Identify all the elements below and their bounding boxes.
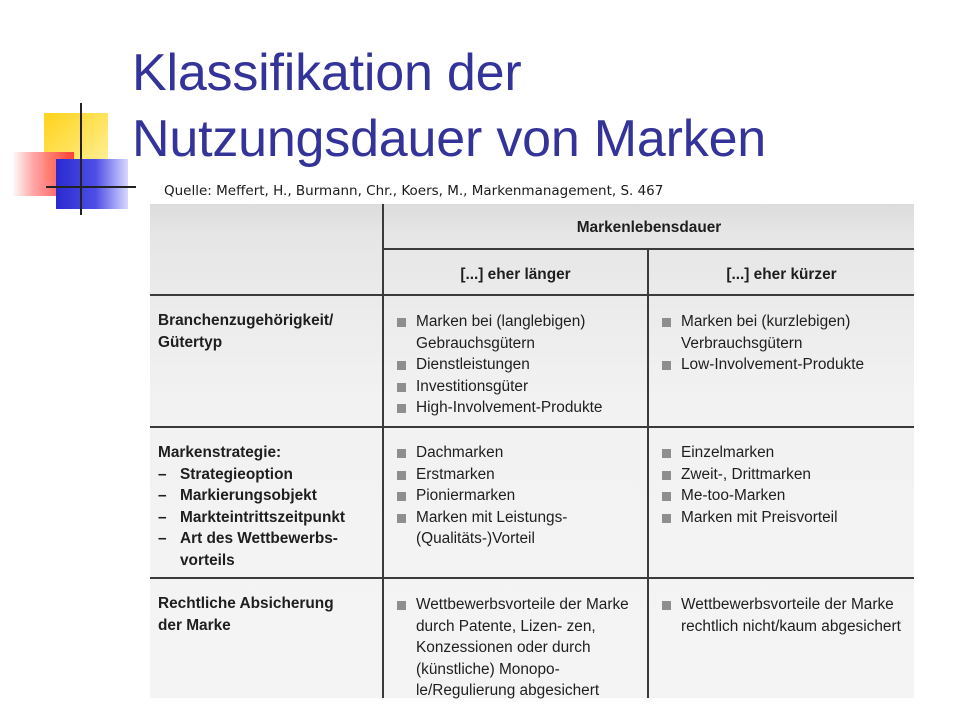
table-header-rule bbox=[382, 248, 914, 250]
row-label-line: der Marke bbox=[158, 616, 231, 634]
list-item: Wettbewerbsvorteile der Marke rechtlich nicht/kaum abgesichert bbox=[659, 594, 911, 637]
row1-shorter-list bbox=[659, 311, 911, 376]
source-citation: Quelle: Meffert, H., Burmann, Chr., Koers, M., Markenmanagement, S. 467 bbox=[164, 183, 664, 199]
logo-blue-square bbox=[56, 159, 128, 209]
list-item: Erstmarken bbox=[394, 464, 614, 486]
row1-longer-list bbox=[394, 311, 644, 419]
logo-vertical-line bbox=[80, 103, 82, 215]
slide-title bbox=[132, 40, 766, 172]
row-sublabel: – Markteintrittszeitpunkt bbox=[158, 508, 346, 526]
row-label-line: Rechtliche Absicherung bbox=[158, 595, 334, 612]
table-row-rule-1 bbox=[150, 426, 914, 428]
row-label-rechtliche-absicherung bbox=[158, 593, 334, 636]
row-label-branchenzugehoerigkeit bbox=[158, 310, 333, 353]
row-sublabel: – Art des Wettbewerbs- vorteils bbox=[158, 528, 370, 571]
list-item: Marken mit Leistungs- (Qualitäts-)Vorteil bbox=[394, 507, 614, 550]
slide-logo bbox=[0, 95, 140, 225]
row-label-line: Markenstrategie: bbox=[158, 444, 282, 461]
list-item: Dienstleistungen bbox=[394, 354, 644, 376]
list-item: High-Involvement-Produkte bbox=[394, 397, 644, 419]
row2-longer-list bbox=[394, 442, 614, 550]
row-sublabel-text: Art des Wettbewerbs- vorteils bbox=[180, 530, 338, 569]
list-item: Marken bei (langlebigen) Gebrauchsgütern bbox=[394, 311, 644, 354]
header-eher-kuerzer: [...] eher kürzer bbox=[726, 266, 837, 283]
row-sublabel-text: Markierungsobjekt bbox=[180, 487, 317, 504]
row-sublabel-text: Markteintrittszeitpunkt bbox=[180, 508, 346, 526]
list-item: Investitionsgüter bbox=[394, 376, 644, 398]
header-eher-laenger: [...] eher länger bbox=[460, 266, 571, 283]
list-item: Einzelmarken bbox=[659, 442, 911, 464]
title-line-2: Nutzungsdauer von Marken bbox=[132, 110, 767, 168]
header-markenlebensdauer: Markenlebensdauer bbox=[576, 219, 722, 236]
list-item: Dachmarken bbox=[394, 442, 614, 464]
row3-shorter-list bbox=[659, 594, 911, 637]
table-divider-value-columns bbox=[647, 248, 649, 698]
list-item: Zweit-, Drittmarken bbox=[659, 464, 911, 486]
row-label-line: Gütertyp bbox=[158, 333, 223, 351]
logo-horizontal-line bbox=[46, 186, 136, 188]
row3-longer-list bbox=[394, 594, 646, 702]
list-item: Wettbewerbsvorteile der Marke durch Patente, Lizen- zen, Konzessionen oder durch (künstliche) Monopo- le/Regulierung abgesichert bbox=[394, 594, 646, 702]
row-sublabel: – Markierungsobjekt bbox=[158, 487, 317, 504]
classification-table bbox=[150, 204, 914, 698]
row-sublabel-text: Strategieoption bbox=[180, 465, 293, 483]
row-label-line: Branchenzugehörigkeit/ bbox=[158, 312, 334, 329]
list-item: Low-Involvement-Produkte bbox=[659, 354, 911, 376]
row2-shorter-list bbox=[659, 442, 911, 528]
row-sublabel: – Strategieoption bbox=[158, 465, 293, 483]
table-row-rule-2 bbox=[150, 577, 914, 579]
title-line-1: Klassifikation der bbox=[132, 44, 522, 102]
list-item: Marken mit Preisvorteil bbox=[659, 507, 911, 529]
row-label-markenstrategie bbox=[158, 442, 370, 571]
table-header-bottom-rule bbox=[150, 294, 914, 296]
list-item: Pioniermarken bbox=[394, 485, 614, 507]
list-item: Marken bei (kurzlebigen) Verbrauchsgütern bbox=[659, 311, 911, 354]
list-item: Me-too-Marken bbox=[659, 485, 911, 507]
